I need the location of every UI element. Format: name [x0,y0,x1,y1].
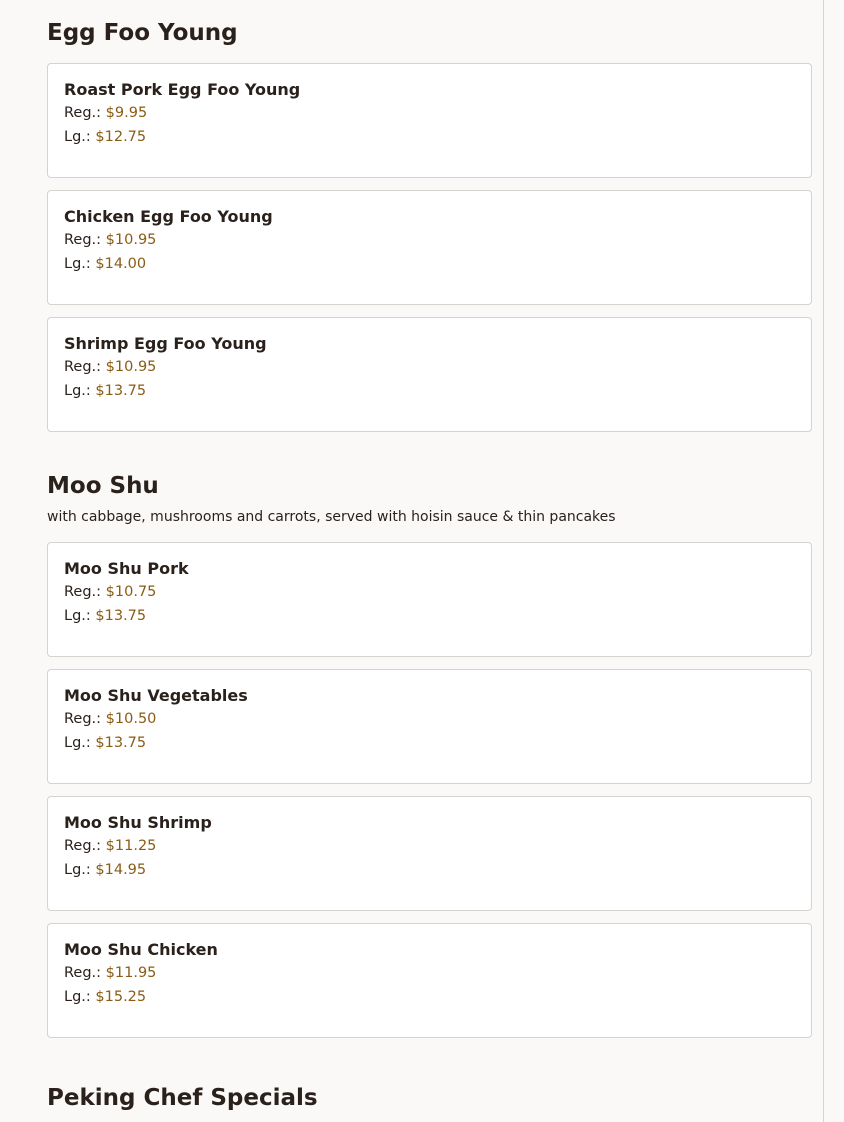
price-label: Lg.: [64,383,91,399]
menu-item-card[interactable] [47,923,812,1038]
menu-section-egg-foo-young [47,18,812,432]
menu-item-name: Chicken Egg Foo Young [64,207,273,226]
menu-item-name: Shrimp Egg Foo Young [64,334,267,353]
menu-item-card[interactable] [47,542,812,657]
price-regular [64,355,795,379]
price-value: $10.95 [105,232,157,248]
menu-item-card[interactable] [47,190,812,305]
price-value: $10.50 [105,711,157,727]
menu-item-name: Moo Shu Pork [64,559,189,578]
price-label: Reg.: [64,359,102,375]
price-large [64,379,795,403]
section-title: Egg Foo Young [47,20,238,46]
price-regular [64,707,795,731]
section-description: with cabbage, mushrooms and carrots, served with hoisin sauce & thin pancakes [47,509,616,525]
price-large [64,604,795,628]
menu-item-name: Moo Shu Shrimp [64,813,212,832]
price-label: Reg.: [64,105,102,121]
menu-item-card[interactable] [47,63,812,178]
price-large [64,125,795,149]
price-large [64,858,795,882]
price-value: $14.00 [95,256,147,272]
price-value: $10.75 [105,584,157,600]
price-large [64,252,795,276]
price-value: $13.75 [95,608,147,624]
price-label: Lg.: [64,989,91,1005]
price-large [64,985,795,1009]
menu-item-card[interactable] [47,669,812,784]
price-value: $13.75 [95,383,147,399]
price-label: Reg.: [64,965,102,981]
menu-item-card[interactable] [47,317,812,432]
menu-section-moo-shu [47,471,812,1038]
price-label: Lg.: [64,256,91,272]
price-value: $14.95 [95,862,147,878]
price-regular [64,228,795,252]
price-regular [64,834,795,858]
price-value: $12.75 [95,129,147,145]
menu-section-peking-chef-specials [47,1083,318,1113]
price-label: Lg.: [64,129,91,145]
section-title: Moo Shu [47,473,159,499]
menu-item-name: Moo Shu Chicken [64,940,218,959]
scrollbar-track-edge [823,0,824,1122]
price-label: Reg.: [64,584,102,600]
price-label: Reg.: [64,232,102,248]
menu-item-card[interactable] [47,796,812,911]
price-large [64,731,795,755]
price-value: $13.75 [95,735,147,751]
price-regular [64,580,795,604]
price-regular [64,961,795,985]
price-value: $9.95 [105,105,148,121]
price-value: $10.95 [105,359,157,375]
price-label: Lg.: [64,862,91,878]
section-title: Peking Chef Specials [47,1085,318,1111]
menu-item-name: Moo Shu Vegetables [64,686,248,705]
price-label: Reg.: [64,711,102,727]
price-label: Reg.: [64,838,102,854]
price-value: $15.25 [95,989,147,1005]
menu-item-name: Roast Pork Egg Foo Young [64,80,301,99]
price-label: Lg.: [64,735,91,751]
price-regular [64,101,795,125]
price-label: Lg.: [64,608,91,624]
price-value: $11.25 [105,838,157,854]
price-value: $11.95 [105,965,157,981]
